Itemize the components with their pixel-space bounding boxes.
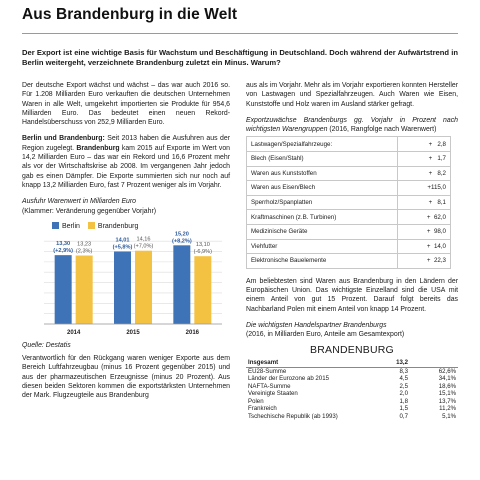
partners-label: Frankreich	[248, 405, 277, 413]
growth-label: Elektronische Bauelemente	[247, 254, 398, 269]
partners-value: 13,2	[366, 359, 410, 367]
paragraph-growth: aus als im Vorjahr. Mehr als im Vorjahr exportieren konnten Hersteller von Lastwagen und Spezialfahrzeugen. Auch Waren wie Eisen, Kunststoffe und Holz waren im Ausland stärker gefragt.	[246, 82, 458, 108]
region-text-b: kam 2015 auf Exporte im Wert von 14,2 Milliarden Euro – das war ein Rekord und 16,6 Prozent mehr als vor der Wirtschaftskrise ab 2008. Im vergangenen Jahr jedoch gab es einen Dämpfer. Die Exporte summierten sich nur noch auf knapp 13,2 Milliarden Euro, fast 7 Prozent weniger als im Vorjahr.	[22, 144, 231, 189]
growth-row	[247, 195, 451, 210]
chart-caption-main: Ausfuhr Warenwert in Milliarden Euro	[22, 198, 136, 206]
growth-value: + 14,0	[398, 239, 451, 254]
legend-label-berlin: Berlin	[62, 222, 80, 230]
partners-row	[246, 405, 458, 413]
growth-label: Viehfutter	[247, 239, 398, 254]
bar-change-label: (+7,0%)	[133, 243, 154, 250]
growth-label: Medizinische Geräte	[247, 225, 398, 240]
partners-row	[246, 390, 458, 398]
article-title: Aus Brandenburg in die Welt	[22, 6, 238, 23]
growth-caption-italic: Exportzuwächse Brandenburgs gg. Vorjahr in Prozent nach wichtigsten Warengruppen	[246, 116, 458, 134]
partners-table-title: BRANDENBURG	[310, 343, 394, 356]
partners-share: 13,7%	[438, 397, 456, 405]
bar-berlin	[114, 251, 131, 324]
growth-label: Blech (Eisen/Stahl)	[247, 152, 398, 167]
growth-value: + 8,1	[398, 195, 451, 210]
bar-berlin	[55, 255, 72, 324]
title-divider	[22, 33, 458, 34]
region-text-a: Seit 2013 haben die Ausfuhren aus der Region zugelegt.	[22, 135, 231, 152]
growth-value: + 2,8	[398, 137, 451, 152]
growth-value: + 98,0	[398, 225, 451, 240]
chart-caption-sub: (Klammer: Veränderung gegenüber Vorjahr)	[22, 207, 157, 215]
partners-label: Insgesamt	[246, 359, 366, 367]
bar-change-label: (-6,9%)	[193, 249, 213, 256]
bar-value-label: 13,10	[195, 242, 210, 249]
lead-paragraph: Der Export ist eine wichtige Basis für Wachstum und Beschäftigung in Deutschland. Doch während der Aufwärtstrend in Berlin weitergeht, verzeichnete Brandenburg zuletzt ein Minus. Warum?	[22, 48, 458, 68]
left-column	[22, 81, 230, 408]
bar-change-label: (2,3%)	[75, 248, 93, 255]
partners-label: NAFTA-Summe	[248, 382, 291, 390]
partners-table	[246, 359, 458, 421]
growth-row	[247, 166, 451, 181]
growth-value: + 62,0	[398, 210, 451, 225]
growth-label: Lastwagen/Spezialfahrzeuge:	[247, 137, 398, 152]
x-tick-label: 2016	[185, 329, 200, 336]
region-heading: Berlin und Brandenburg:	[22, 135, 105, 143]
growth-value: + 1,7	[398, 152, 451, 167]
growth-label: Waren aus Eisen/Blech	[247, 181, 398, 196]
partners-share: 62,6%	[438, 367, 456, 375]
chart-plot	[22, 220, 230, 338]
x-tick-label: 2015	[126, 329, 140, 336]
growth-row	[247, 137, 451, 152]
bar-value-label: 15,20	[174, 231, 189, 238]
growth-table-caption	[246, 116, 458, 135]
paragraph-export: Der deutsche Export wächst und wächst – das war auch 2016 so. Für 1.208 Milliarden Euro verkauften die deutschen Unternehmen Waren in alle Welt, umgekehrt importierten sie Produkte für 954,6 Milliarden Euro. Das bedeutet einen neuen Rekord-Handelsüberschuss von 252,9 Milliarden Euro.	[22, 82, 230, 127]
bar-value-label: 13,30	[56, 241, 71, 248]
partners-row	[246, 367, 458, 375]
article	[22, 0, 458, 480]
partners-value: 8,3	[399, 367, 408, 375]
growth-row	[247, 181, 451, 196]
bar-value-label: 14,01	[115, 237, 130, 244]
partners-value: 1,8	[399, 397, 408, 405]
growth-table	[246, 136, 451, 268]
bar-value-label: 13,23	[77, 241, 92, 248]
partners-caption-sub: (2016, in Milliarden Euro, Anteile am Gesamtexport)	[246, 331, 405, 339]
partners-label: Polen	[248, 397, 264, 405]
growth-value: + 22,3	[398, 254, 451, 269]
partners-label: EU28-Summe	[248, 367, 287, 375]
growth-row	[247, 225, 451, 240]
partners-label: Vereinigte Staaten	[248, 390, 298, 398]
partners-label: Länder der Eurozone ab 2015	[248, 375, 329, 383]
growth-value: + 8,2	[398, 166, 451, 181]
bar-value-label: 14,16	[136, 236, 151, 243]
partners-value: 1,5	[399, 405, 408, 413]
x-tick-label: 2014	[66, 329, 81, 336]
partners-row	[246, 413, 458, 421]
partners-value: 2,5	[399, 382, 408, 390]
growth-row	[247, 152, 451, 167]
right-column	[246, 81, 458, 421]
legend-label-brandenburg: Brandenburg	[97, 222, 139, 230]
partners-value: 0,7	[399, 413, 408, 421]
chart-source: Quelle: Destatis	[22, 341, 71, 349]
bar-brandenburg	[135, 251, 152, 324]
partners-share: 34,1%	[438, 375, 456, 383]
brandenburg-bold: Brandenburg	[76, 144, 120, 152]
growth-row	[247, 239, 451, 254]
bar-change-label: (+2,9%)	[53, 248, 74, 255]
growth-caption-rest: (2016, Rangfolge nach Warenwert)	[327, 126, 437, 134]
bar-berlin	[173, 245, 190, 324]
partners-share: 11,2%	[439, 405, 456, 413]
partners-share	[410, 359, 458, 367]
paragraph-partners: Am beliebtesten sind Waren aus Brandenburg in den Ländern der Europäischen Union. Das wichtigste Einzelland sind die USA mit einem Anteil von gut 15 Prozent. Darauf folgt bereits das Nachbarland Polen mit einem Anteil von knapp 14 Prozent.	[246, 277, 458, 313]
growth-label: Waren aus Kunststoffen	[247, 166, 398, 181]
paragraph-region	[22, 134, 230, 190]
growth-label: Sperrholz/Spanplatten	[247, 195, 398, 210]
partners-label: Tschechische Republik (ab 1993)	[248, 413, 338, 421]
partners-caption: Die wichtigsten Handelspartner Brandenburgs	[246, 322, 387, 330]
partners-row	[246, 398, 458, 406]
bar-change-label: (+8,2%)	[171, 238, 192, 245]
growth-row	[247, 210, 451, 225]
bar-brandenburg	[194, 256, 211, 324]
partners-row	[246, 383, 458, 391]
growth-label: Kraftmaschinen (z.B. Turbinen)	[247, 210, 398, 225]
partners-value: 4,5	[399, 375, 408, 383]
paragraph-decline: Verantwortlich für den Rückgang waren weniger Exporte aus dem Bereich Luftfahrzeugbau (minus 16 Prozent gegenüber 2015) und aus der pharmazeutischen Erzeugnisse (minus 20 Prozent). Aus diesen beiden Sektoren kommen die exportstärksten Unternehmen der Mark. Flugzeugteile aus Brandenburg	[22, 355, 230, 400]
growth-row	[247, 254, 451, 269]
export-bar-chart	[22, 220, 230, 338]
bar-change-label: (+5,8%)	[112, 244, 133, 251]
partners-value: 2,0	[399, 390, 408, 398]
partners-share: 18,6%	[438, 382, 456, 390]
bar-brandenburg	[76, 255, 93, 323]
partners-share: 5,1%	[442, 413, 456, 421]
partners-share: 15,1%	[438, 390, 456, 398]
partners-row	[246, 375, 458, 383]
growth-value: +115,0	[398, 181, 451, 196]
partners-header-row	[246, 359, 458, 367]
